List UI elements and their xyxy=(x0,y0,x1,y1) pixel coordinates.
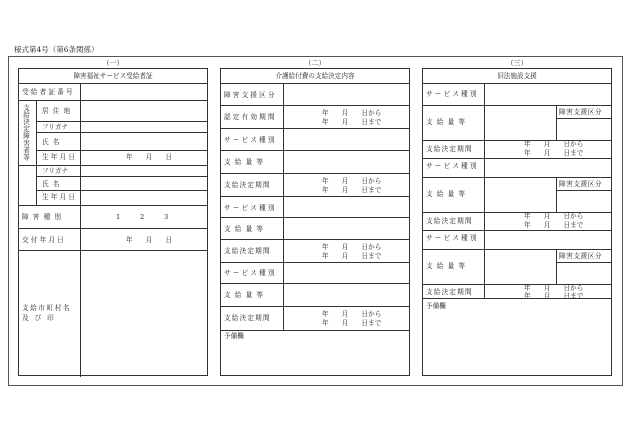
birthdate2-label: 生年月日 xyxy=(42,193,78,201)
p3-decision-period-label: 支給決定期間 xyxy=(426,145,473,153)
p3-decision-period-label: 支給決定期間 xyxy=(426,217,473,225)
panel2-label: （二） xyxy=(304,59,326,67)
p3-support-class-label: 障害支援区分 xyxy=(559,108,603,116)
service-type-label: サービス種別 xyxy=(224,136,277,144)
period-text: 年 月 日から xyxy=(322,109,382,117)
panel1-label: （一） xyxy=(102,59,124,67)
p3-amount-label: 支給量等 xyxy=(426,262,470,270)
panel2-title: 介護給付費の支給決定内容 xyxy=(275,72,355,80)
period-text: 年 月 日まで xyxy=(322,319,382,327)
period-text: 年 月 日から xyxy=(524,140,584,148)
address-label: 居住地 xyxy=(42,107,75,115)
period-text: 年 月 日まで xyxy=(524,149,584,157)
period-text: 年 月 日まで xyxy=(524,221,584,229)
period-text: 年 月 日から xyxy=(322,243,382,251)
support-class-label: 障害支援区分 xyxy=(224,91,277,99)
p3-amount-label: 支給量等 xyxy=(426,118,470,126)
period-text: 年 月 日から xyxy=(524,284,584,292)
municipality-label-line2: 及び印 xyxy=(22,314,60,322)
amount-label: 支給量等 xyxy=(224,158,268,166)
p3-support-class-label: 障害支援区分 xyxy=(559,180,603,188)
p3-service-type-label: サービス種別 xyxy=(426,162,479,170)
furigana2-label: フリガナ xyxy=(42,167,69,175)
service-type-label: サービス種別 xyxy=(224,204,277,212)
disability-type-label: 障害種別 xyxy=(22,213,66,221)
birthdate-value: 年 月 日 xyxy=(126,153,173,161)
form-header: 様式第4号（第6条関係） xyxy=(14,45,99,54)
issue-date-value: 年 月 日 xyxy=(126,236,173,244)
notes-label: 予備欄 xyxy=(224,332,244,340)
panel1-title: 障害福祉サービス受給者証 xyxy=(73,72,153,80)
period-text: 年 月 日から xyxy=(524,212,584,220)
p3-service-type-label: サービス種別 xyxy=(426,90,479,98)
issue-date-label: 交付年月日 xyxy=(22,236,66,244)
birthdate-label: 生年月日 xyxy=(42,153,78,161)
municipality-label-line1: 支給市町村名 xyxy=(22,304,72,312)
period-text: 年 月 日まで xyxy=(322,252,382,260)
p3-amount-label: 支給量等 xyxy=(426,190,470,198)
name-label: 氏名 xyxy=(42,138,64,146)
period-text: 年 月 日まで xyxy=(524,292,584,300)
panel3-label: （三） xyxy=(506,59,528,67)
decision-period-label: 支給決定期間 xyxy=(224,181,271,189)
disability-type-values: 1 2 3 xyxy=(116,213,169,221)
period-text: 年 月 日まで xyxy=(322,186,382,194)
p3-decision-period-label: 支給決定期間 xyxy=(426,288,473,296)
period-text: 年 月 日から xyxy=(322,177,382,185)
decision-period-label: 支給決定期間 xyxy=(224,247,271,255)
amount-label: 支給量等 xyxy=(224,225,268,233)
panel3-title: 旧法施設支援 xyxy=(497,72,537,80)
decision-period-label: 支給決定期間 xyxy=(224,314,271,322)
p3-support-class-label: 障害支援区分 xyxy=(559,252,603,260)
p3-service-type-label: サービス種別 xyxy=(426,234,479,242)
service-type-label: サービス種別 xyxy=(224,269,277,277)
period-text: 年 月 日まで xyxy=(322,118,382,126)
cert-number-label: 受給者証番号 xyxy=(22,88,75,96)
amount-label: 支給量等 xyxy=(224,291,268,299)
period-text: 年 月 日から xyxy=(322,310,382,318)
p3-notes-label: 予備欄 xyxy=(426,302,446,310)
furigana-label: フリガナ xyxy=(42,123,69,131)
name2-label: 氏名 xyxy=(42,180,64,188)
recipient-vertical-label: 支給決定障害者等 xyxy=(21,104,30,161)
cert-period-label: 認定有効期間 xyxy=(224,113,277,121)
